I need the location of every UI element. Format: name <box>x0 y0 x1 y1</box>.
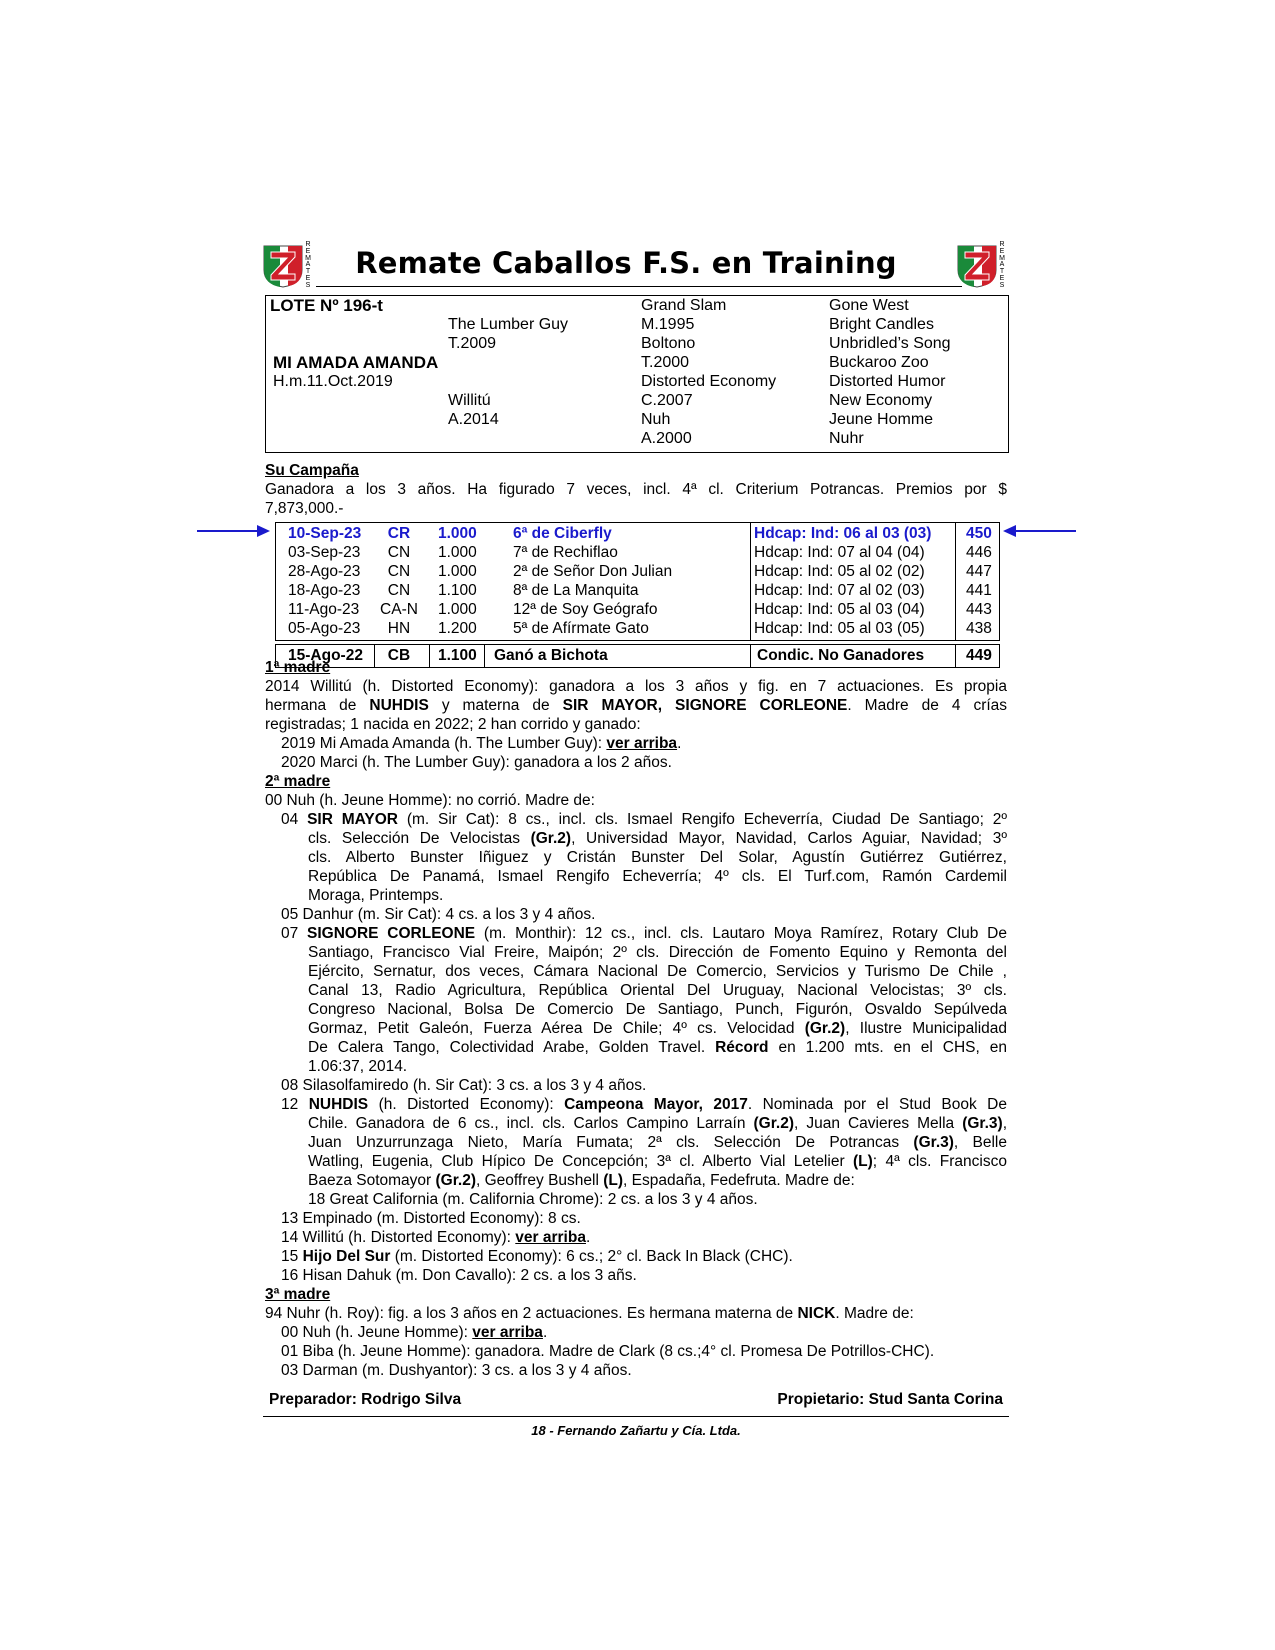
zf-shield-icon <box>956 244 998 288</box>
arrow-left-icon <box>1002 524 1076 538</box>
campaign-summary: Ganadora a los 3 años. Ha figurado 7 veces, incl. 4ª cl. Criterium Potrancas. Premios por $ <box>265 481 1007 498</box>
race-number: 438 <box>966 620 992 637</box>
dam-name: Willitú <box>448 392 491 409</box>
sire-name: The Lumber Guy <box>448 316 569 333</box>
race-track: CN <box>387 563 411 580</box>
race-condition: Hdcap: Ind: 05 al 02 (02) <box>754 563 925 580</box>
madre3-line: 94 Nuhr (h. Roy): fig. a los 3 años en 2 actuaciones. Es hermana materna de NICK. Madre de: <box>265 1305 914 1322</box>
gen2-item: Nuh <box>641 411 671 428</box>
logo-vertical-text: R E M A T E S <box>305 241 311 289</box>
race-date: 03-Sep-23 <box>288 544 361 561</box>
gen3-item: Bright Candles <box>829 316 934 333</box>
logo-vertical-text: R E M A T E S <box>999 241 1005 289</box>
offspring-item-cont: Canal 13, Radio Agricultura, República Oriental Del Uruguay, Nacional Velocistas; 3º cls. <box>308 982 1007 999</box>
race-result: 12ª de Soy Geógrafo <box>513 601 658 618</box>
race-date: 10-Sep-23 <box>288 525 362 542</box>
dam-info: A.2014 <box>448 411 499 428</box>
campaign-heading: Su Campaña <box>265 462 359 479</box>
offspring-item-cont: República De Panamá, Ismael Rengifo Echeverría; 4º cls. El Turf.com, Ramón Cardemil <box>308 868 1007 885</box>
race-distance: 1.100 <box>438 582 477 599</box>
race-result: 8ª de La Manquita <box>513 582 639 599</box>
race-condition: Hdcap: Ind: 05 al 03 (05) <box>754 620 925 637</box>
gen2-item: C.2007 <box>641 392 693 409</box>
page-footer: 18 - Fernando Zañartu y Cía. Ltda. <box>531 1423 741 1438</box>
offspring-item: 15 Hijo Del Sur (m. Distorted Economy): 6 cs.; 2° cl. Back In Black (CHC). <box>281 1248 793 1265</box>
offspring-item-cont: Gormaz, Petit Galeón, Fuerza Aérea De Chile; 4º cs. Velocidad (Gr.2), Ilustre Municipalidad <box>308 1020 1007 1037</box>
logo-left <box>262 241 312 289</box>
race-condition: Hdcap: Ind: 07 al 04 (04) <box>754 544 925 561</box>
horse-info: H.m.11.Oct.2019 <box>273 373 393 390</box>
offspring-item: 04 SIR MAYOR (m. Sir Cat): 8 cs., incl. cls. Ismael Rengifo Echeverría, Ciudad De Santiago; 2º <box>281 811 1007 828</box>
offspring-item-cont: Moraga, Printemps. <box>308 887 444 904</box>
madre1-line: 2014 Willitú (h. Distorted Economy): ganadora a los 3 años y fig. en 7 actuaciones. Es propia <box>265 678 1007 695</box>
offspring-item-cont: 18 Great California (m. California Chrome): 2 cs. a los 3 y 4 años. <box>308 1191 758 1208</box>
table-row <box>276 524 999 543</box>
offspring-item-cont: De Calera Tango, Colectividad Arabe, Golden Travel. Récord en 1.200 mts. en el CHS, en <box>308 1039 1007 1056</box>
table-row <box>276 543 999 562</box>
race-date: 18-Ago-23 <box>288 582 361 599</box>
race-distance: 1.200 <box>438 620 477 637</box>
offspring-item-cont: Watling, Eugenia, Club Hípico De Concepción; 3ª cl. Alberto Vial Letelier (L); 4ª cls. Francisco <box>308 1153 1007 1170</box>
race-number: 447 <box>966 563 992 580</box>
table-row <box>276 562 999 581</box>
race-date: 05-Ago-23 <box>288 620 361 637</box>
race-result: 2ª de Señor Don Julian <box>513 563 673 580</box>
gen3-item: Buckaroo Zoo <box>829 354 929 371</box>
race-number: 446 <box>966 544 992 561</box>
table-row <box>276 581 999 600</box>
race-track: CR <box>387 525 411 542</box>
pedigree-box <box>265 295 1009 453</box>
arrow-right-icon <box>197 524 271 538</box>
race-distance: 1.000 <box>438 601 477 618</box>
gen3-item: Unbridled’s Song <box>829 335 951 352</box>
race-track: CN <box>387 582 411 599</box>
page-title: Remate Caballos F.S. en Training <box>355 246 897 280</box>
offspring-item: 2019 Mi Amada Amanda (h. The Lumber Guy): ver arriba. <box>281 735 682 752</box>
race-track: HN <box>387 620 411 637</box>
offspring-item: 01 Biba (h. Jeune Homme): ganadora. Madre de Clark (8 cs.;4° cl. Promesa De Potrillos-CHC). <box>281 1343 935 1360</box>
race-number: 449 <box>966 647 992 664</box>
title-rule <box>316 286 962 287</box>
offspring-item-cont: cls. Alberto Bunster Iñiguez y Cristán Bunster Del Solar, Agustín Gutiérrez Gutiérrez, <box>308 849 1007 866</box>
race-distance: 1.000 <box>438 544 477 561</box>
race-condition: Hdcap: Ind: 07 al 02 (03) <box>754 582 925 599</box>
offspring-item: 07 SIGNORE CORLEONE (m. Monthir): 12 cs., incl. cls. Lautaro Moya Ramírez, Rotary Club De <box>281 925 1007 942</box>
madre1-heading: 1ª madre <box>265 659 331 676</box>
offspring-item: 14 Willitú (h. Distorted Economy): ver arriba. <box>281 1229 591 1246</box>
race-condition: Hdcap: Ind: 05 al 03 (04) <box>754 601 925 618</box>
gen2-item: Grand Slam <box>641 297 727 314</box>
race-condition: Condic. No Ganadores <box>757 647 925 664</box>
offspring-item-cont: Congreso Nacional, Bolsa De Comercio De Santiago, Punch, Figurón, Osvaldo Sepúlveda <box>308 1001 1007 1018</box>
footer-rule <box>263 1416 1009 1417</box>
preparador: Preparador: Rodrigo Silva <box>269 1391 462 1408</box>
madre2-heading: 2ª madre <box>265 773 331 790</box>
offspring-item: 12 NUHDIS (h. Distorted Economy): Campeona Mayor, 2017. Nominada por el Stud Book De <box>281 1096 1007 1113</box>
gen3-item: Nuhr <box>829 430 864 447</box>
offspring-item-cont: 1.06:37, 2014. <box>308 1058 408 1075</box>
offspring-item-cont: cls. Selección De Velocistas (Gr.2), Universidad Mayor, Navidad, Carlos Aguiar, Navidad; 3º <box>308 830 1007 847</box>
win-table <box>275 644 1000 668</box>
table-row <box>276 646 999 665</box>
race-number: 450 <box>966 525 992 542</box>
propietario: Propietario: Stud Santa Corina <box>777 1391 1003 1408</box>
table-row <box>276 619 999 638</box>
race-table <box>275 522 1000 641</box>
gen2-item: M.1995 <box>641 316 695 333</box>
offspring-item-cont: Ejército, Sernatur, dos veces, Cámara Nacional De Comercio, Servicios y Turismo De Chile , <box>308 963 1007 980</box>
offspring-item: 2020 Marci (h. The Lumber Guy): ganadora a los 2 años. <box>281 754 672 771</box>
race-result: 7ª de Rechiflao <box>513 544 618 561</box>
race-condition: Hdcap: Ind: 06 al 03 (03) <box>754 525 932 542</box>
offspring-item-cont: Baeza Sotomayor (Gr.2), Geoffrey Bushell (L), Espadaña, Fedefruta. Madre de: <box>308 1172 855 1189</box>
offspring-item: 00 Nuh (h. Jeune Homme): ver arriba. <box>281 1324 548 1341</box>
madre1-line: registradas; 1 nacida en 2022; 2 han corrido y ganado: <box>265 716 641 733</box>
horse-name: MI AMADA AMANDA <box>273 353 439 372</box>
madre2-line: 00 Nuh (h. Jeune Homme): no corrió. Madre de: <box>265 792 595 809</box>
madre3-heading: 3ª madre <box>265 1286 331 1303</box>
race-number: 443 <box>966 601 992 618</box>
gen3-item: New Economy <box>829 392 933 409</box>
offspring-item-cont: Juan Unzurrunzaga Nieto, María Fumata; 2ª cls. Selección De Potrancas (Gr.3), Belle <box>308 1134 1007 1151</box>
offspring-item: 13 Empinado (m. Distorted Economy): 8 cs. <box>281 1210 581 1227</box>
race-track: CB <box>387 647 411 664</box>
gen2-item: A.2000 <box>641 430 692 447</box>
race-track: CN <box>387 544 411 561</box>
gen2-item: Boltono <box>641 335 696 352</box>
gen2-item: T.2000 <box>641 354 690 371</box>
race-result: 6ª de Ciberfly <box>513 525 612 542</box>
gen3-item: Jeune Homme <box>829 411 934 428</box>
offspring-item: 08 Silasolfamiredo (h. Sir Cat): 3 cs. a los 3 y 4 años. <box>281 1077 647 1094</box>
race-number: 441 <box>966 582 992 599</box>
offspring-item-cont: Santiago, Francisco Vial Freire, Maipón; 2º cls. Dirección de Fomento Equino y Remonta del <box>308 944 1007 961</box>
gen3-item: Distorted Humor <box>829 373 946 390</box>
race-distance: 1.000 <box>438 563 477 580</box>
zf-shield-icon <box>262 244 304 288</box>
race-result: Ganó a Bichota <box>494 647 608 664</box>
logo-right <box>956 241 1006 289</box>
race-result: 5ª de Afírmate Gato <box>513 620 649 637</box>
offspring-item: 16 Hisan Dahuk (m. Don Cavallo): 2 cs. a los 3 añs. <box>281 1267 637 1284</box>
lote-number: LOTE Nº 196-t <box>270 296 383 315</box>
table-row <box>276 600 999 619</box>
race-date: 11-Ago-23 <box>288 601 360 618</box>
race-track: CA-N <box>380 601 418 618</box>
race-date: 28-Ago-23 <box>288 563 361 580</box>
offspring-item: 03 Darman (m. Dushyantor): 3 cs. a los 3 y 4 años. <box>281 1362 632 1379</box>
race-distance: 1.000 <box>438 525 477 542</box>
race-date: 15-Ago-22 <box>288 647 363 664</box>
offspring-item-cont: Chile. Ganadora de 6 cs., incl. cls. Carlos Campino Larraín (Gr.2), Juan Cavieres Mella (Gr.3), <box>308 1115 1008 1132</box>
race-distance: 1.100 <box>438 647 477 664</box>
sire-info: T.2009 <box>448 335 497 352</box>
campaign-summary-cont: 7,873,000.- <box>265 500 344 517</box>
offspring-item: 05 Danhur (m. Sir Cat): 4 cs. a los 3 y 4 años. <box>281 906 596 923</box>
madre1-line: hermana de NUHDIS y materna de SIR MAYOR, SIGNORE CORLEONE. Madre de 4 crías <box>265 697 1008 714</box>
gen3-item: Gone West <box>829 297 909 314</box>
gen2-item: Distorted Economy <box>641 373 777 390</box>
